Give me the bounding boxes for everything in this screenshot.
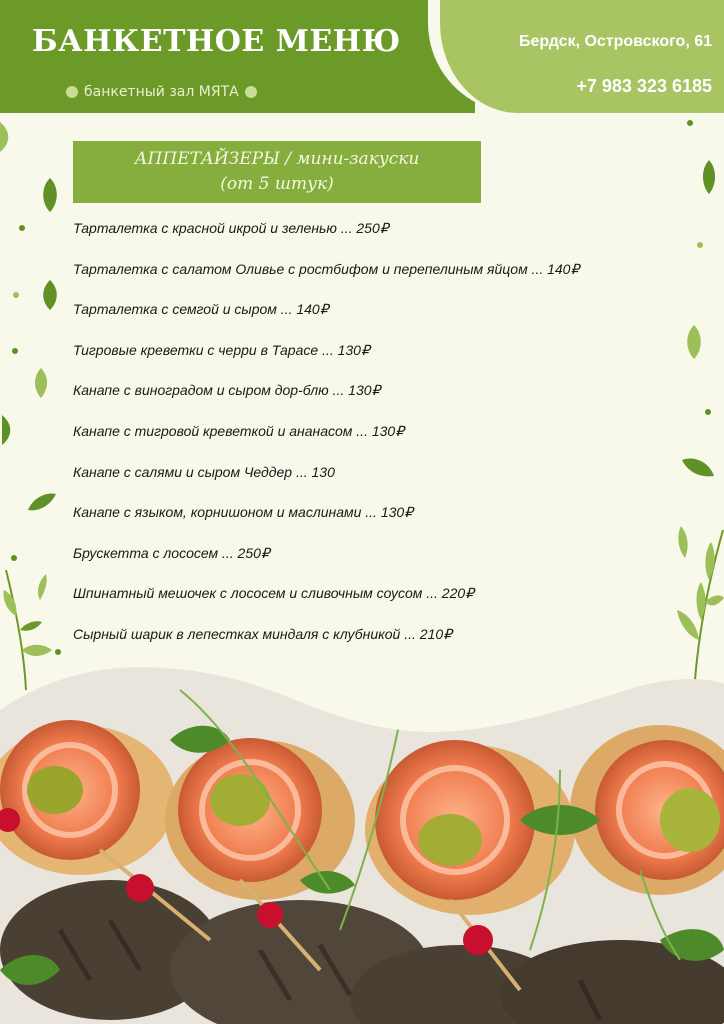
page-title: БАНКЕТНОЕ МЕНЮ bbox=[32, 24, 401, 59]
menu-item: Канапе с салями и сыром Чеддер ... 130 bbox=[73, 463, 335, 480]
menu-item: Шпинатный мешочек с лососем и сливочным соусом ... 220₽ bbox=[73, 585, 475, 602]
venue-name: банкетный зал МЯТА bbox=[84, 84, 239, 100]
phone-text: +7 983 323 6185 bbox=[576, 76, 712, 96]
menu-item: Тигровые креветки с черри в Тарасе ... 130₽ bbox=[73, 341, 370, 358]
menu-item: Канапе с тигровой креветкой и ананасом ... 130₽ bbox=[73, 422, 405, 439]
menu-item: Брускетта с лососем ... 250₽ bbox=[73, 544, 270, 561]
food-photo bbox=[0, 650, 724, 1024]
address-text: Бердск, Островского, 61 bbox=[518, 33, 712, 50]
section-title: АППЕТАЙЗЕРЫ / мини-закуски bbox=[134, 149, 420, 169]
menu-item: Тарталетка с семгой и сыром ... 140₽ bbox=[73, 301, 329, 318]
menu-item: Тарталетка с салатом Оливье с ростбифом и перепелиным яйцом ... 140₽ bbox=[73, 260, 580, 277]
menu-item: Тарталетка с красной икрой и зеленью ... 250₽ bbox=[73, 220, 389, 236]
menu-item: Канапе с языком, корнишоном и маслинами ... 130₽ bbox=[73, 504, 414, 521]
menu-item: Канапе с виноградом и сыром дор-блю ... 130₽ bbox=[73, 382, 381, 399]
menu-item: Сырный шарик в лепестках миндаля с клубникой ... 210₽ bbox=[73, 625, 453, 642]
section-note: (от 5 штук) bbox=[220, 174, 334, 194]
